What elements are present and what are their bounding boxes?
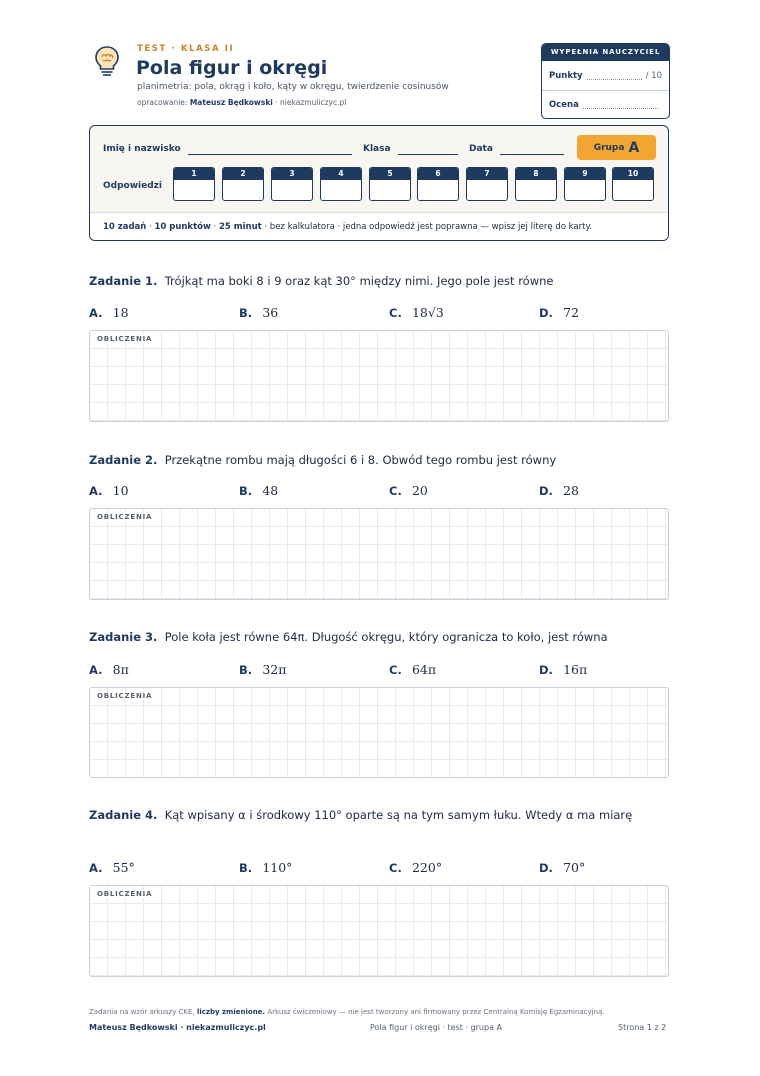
option-value: 18√3 — [411, 305, 444, 320]
option-value: 16π — [563, 662, 588, 677]
answer-number: 10 — [613, 168, 653, 180]
option-letter: A. — [89, 663, 103, 677]
option-value: 8π — [112, 662, 129, 677]
option-value: 72 — [563, 305, 579, 320]
task-2-option-b[interactable] — [239, 480, 278, 499]
task-1-option-c[interactable] — [389, 302, 444, 321]
answer-box-5[interactable] — [369, 167, 411, 201]
page-title: Pola figur i okręgi — [136, 57, 328, 79]
task-3-statement — [89, 627, 669, 648]
grade-field[interactable] — [583, 101, 658, 109]
calc-label: OBLICZENIA — [97, 692, 153, 700]
task-3-text: Pole koła jest równe 64π. Długość okręgu, który ogranicza to koło, jest równa — [164, 630, 608, 644]
task-3-option-b[interactable] — [239, 659, 286, 678]
credit-site: · niekazmuliczyc.pl — [275, 98, 347, 107]
task-1-option-b[interactable] — [239, 302, 278, 321]
task-4-text: Kąt wpisany α i środkowy 110° oparte są na tym samym łuku. Wtedy α ma miarę — [164, 808, 633, 822]
footer-note-a: Zadania na wzór arkuszy CKE, — [89, 1008, 195, 1016]
option-value: 28 — [563, 483, 579, 498]
option-letter: D. — [539, 306, 553, 320]
answer-number: 6 — [418, 168, 458, 180]
answer-box-9[interactable] — [564, 167, 606, 201]
option-letter: B. — [239, 861, 253, 875]
option-letter: A. — [89, 306, 103, 320]
answer-number: 2 — [223, 168, 263, 180]
lightbulb-brain-icon — [92, 44, 122, 78]
teacher-box-title: WYPEŁNIA NAUCZYCIEL — [542, 44, 669, 61]
option-value: 10 — [112, 483, 129, 498]
task-1-calc-area[interactable] — [89, 330, 669, 422]
info-rest: · bez kalkulatora · jedna odpowiedź jest poprawna — wpisz jej literę do karty. — [264, 222, 592, 232]
option-value: 110° — [262, 860, 293, 875]
task-3-option-a[interactable] — [89, 659, 129, 678]
answer-number: 9 — [565, 168, 605, 180]
task-4-calc-area[interactable] — [89, 885, 669, 977]
answer-box-4[interactable] — [320, 167, 362, 201]
info-time: 25 minut — [218, 222, 262, 232]
test-kicker: TEST · KLASA II — [137, 44, 235, 54]
answer-number: 3 — [272, 168, 312, 180]
option-letter: C. — [389, 663, 402, 677]
answer-number: 4 — [321, 168, 361, 180]
answers-label: Odpowiedzi — [103, 181, 162, 191]
task-3-option-c[interactable] — [389, 659, 436, 678]
info-points: 10 punktów — [154, 222, 211, 232]
task-4-option-c[interactable] — [389, 857, 442, 876]
answer-box-8[interactable] — [515, 167, 557, 201]
footer-title: Pola figur i okręgi · test · grupa A — [370, 1023, 502, 1032]
task-2-calc-area[interactable] — [89, 508, 669, 600]
points-field[interactable] — [587, 72, 642, 80]
name-field[interactable] — [188, 154, 352, 155]
option-value: 48 — [262, 483, 279, 498]
task-4-option-b[interactable] — [239, 857, 292, 876]
page-subtitle: planimetria: pola, okrąg i koło, kąty w okręgu, twierdzenie cosinusów — [137, 82, 449, 92]
answer-number: 8 — [516, 168, 556, 180]
option-letter: D. — [539, 663, 553, 677]
task-1-statement — [89, 271, 669, 292]
task-4-statement — [89, 805, 669, 826]
footer-note-b: liczby zmienione. — [196, 1008, 266, 1016]
grade-label: Ocena — [549, 100, 579, 110]
answer-number: 7 — [467, 168, 507, 180]
class-label: Klasa — [363, 144, 391, 154]
calc-label: OBLICZENIA — [97, 890, 153, 898]
task-2-text: Przekątne rombu mają długości 6 i 8. Obwód tego rombu jest równy — [164, 453, 557, 467]
option-letter: B. — [239, 306, 253, 320]
calc-label: OBLICZENIA — [97, 335, 153, 343]
author-credit — [137, 98, 346, 107]
info-tasks: 10 zadań — [103, 222, 147, 232]
option-letter: D. — [539, 861, 553, 875]
task-2-statement — [89, 450, 669, 471]
answer-box-1[interactable] — [173, 167, 215, 201]
task-2-option-d[interactable] — [539, 480, 579, 499]
task-1-option-a[interactable] — [89, 302, 129, 321]
task-1-text: Trójkąt ma boki 8 i 9 oraz kąt 30° między nimi. Jego pole jest równe — [164, 274, 554, 288]
group-label: Grupa — [593, 142, 625, 153]
answer-box-3[interactable] — [271, 167, 313, 201]
answer-number: 1 — [174, 168, 214, 180]
task-1-label: Zadanie 1. — [89, 274, 158, 288]
answer-number: 5 — [370, 168, 410, 180]
option-value: 18 — [112, 305, 129, 320]
name-label: Imię i nazwisko — [103, 144, 181, 154]
option-value: 64π — [411, 662, 437, 677]
class-field[interactable] — [398, 154, 458, 155]
task-2-option-a[interactable] — [89, 480, 129, 499]
date-field[interactable] — [500, 154, 564, 155]
option-letter: C. — [389, 306, 402, 320]
student-info-box — [89, 125, 669, 241]
option-value: 220° — [411, 860, 443, 875]
grade-row — [542, 90, 669, 119]
group-value: A — [628, 139, 640, 156]
answer-box-2[interactable] — [222, 167, 264, 201]
task-4-option-a[interactable] — [89, 857, 135, 876]
credit-prefix: opracowanie: — [137, 98, 188, 107]
option-letter: C. — [389, 484, 402, 498]
option-letter: B. — [239, 484, 253, 498]
calc-label: OBLICZENIA — [97, 513, 153, 521]
option-value: 55° — [112, 860, 135, 875]
answer-box-10[interactable] — [612, 167, 654, 201]
teacher-box — [541, 43, 670, 119]
option-letter: C. — [389, 861, 402, 875]
task-2-label: Zadanie 2. — [89, 453, 158, 467]
answer-box-6[interactable] — [417, 167, 459, 201]
task-3-label: Zadanie 3. — [89, 630, 158, 644]
task-4-label: Zadanie 4. — [89, 808, 158, 822]
option-letter: D. — [539, 484, 553, 498]
task-3-calc-area[interactable] — [89, 687, 669, 778]
credit-author: Mateusz Będkowski — [189, 98, 273, 107]
option-value: 32π — [262, 662, 287, 677]
task-3-option-d[interactable] — [539, 659, 587, 678]
footer-note — [89, 1008, 605, 1016]
task-2-option-c[interactable] — [389, 480, 428, 499]
points-label: Punkty — [549, 70, 583, 81]
task-1-option-d[interactable] — [539, 302, 579, 321]
group-badge — [577, 135, 656, 160]
option-letter: B. — [239, 663, 253, 677]
footer-author: Mateusz Będkowski · niekazmuliczyc.pl — [89, 1023, 266, 1032]
option-value: 70° — [563, 860, 586, 875]
footer-page-number: Strona 1 z 2 — [618, 1023, 667, 1032]
option-letter: A. — [89, 861, 103, 875]
option-value: 20 — [411, 483, 428, 498]
option-value: 36 — [262, 305, 279, 320]
task-4-option-d[interactable] — [539, 857, 585, 876]
footer-note-c: Arkusz ćwiczeniowy — nie jest tworzony ani firmowany przez Centralną Komisję Egzaminacyjną. — [267, 1008, 605, 1016]
points-max: / 10 — [645, 70, 662, 81]
option-letter: A. — [89, 484, 103, 498]
date-label: Data — [469, 144, 493, 154]
points-row — [542, 61, 669, 90]
answer-box-7[interactable] — [466, 167, 508, 201]
test-info-strip: 10 zadań · 10 punktów · 25 minut · bez kalkulatora · jedna odpowiedź jest poprawna — wpisz jej literę do karty. — [90, 212, 669, 241]
